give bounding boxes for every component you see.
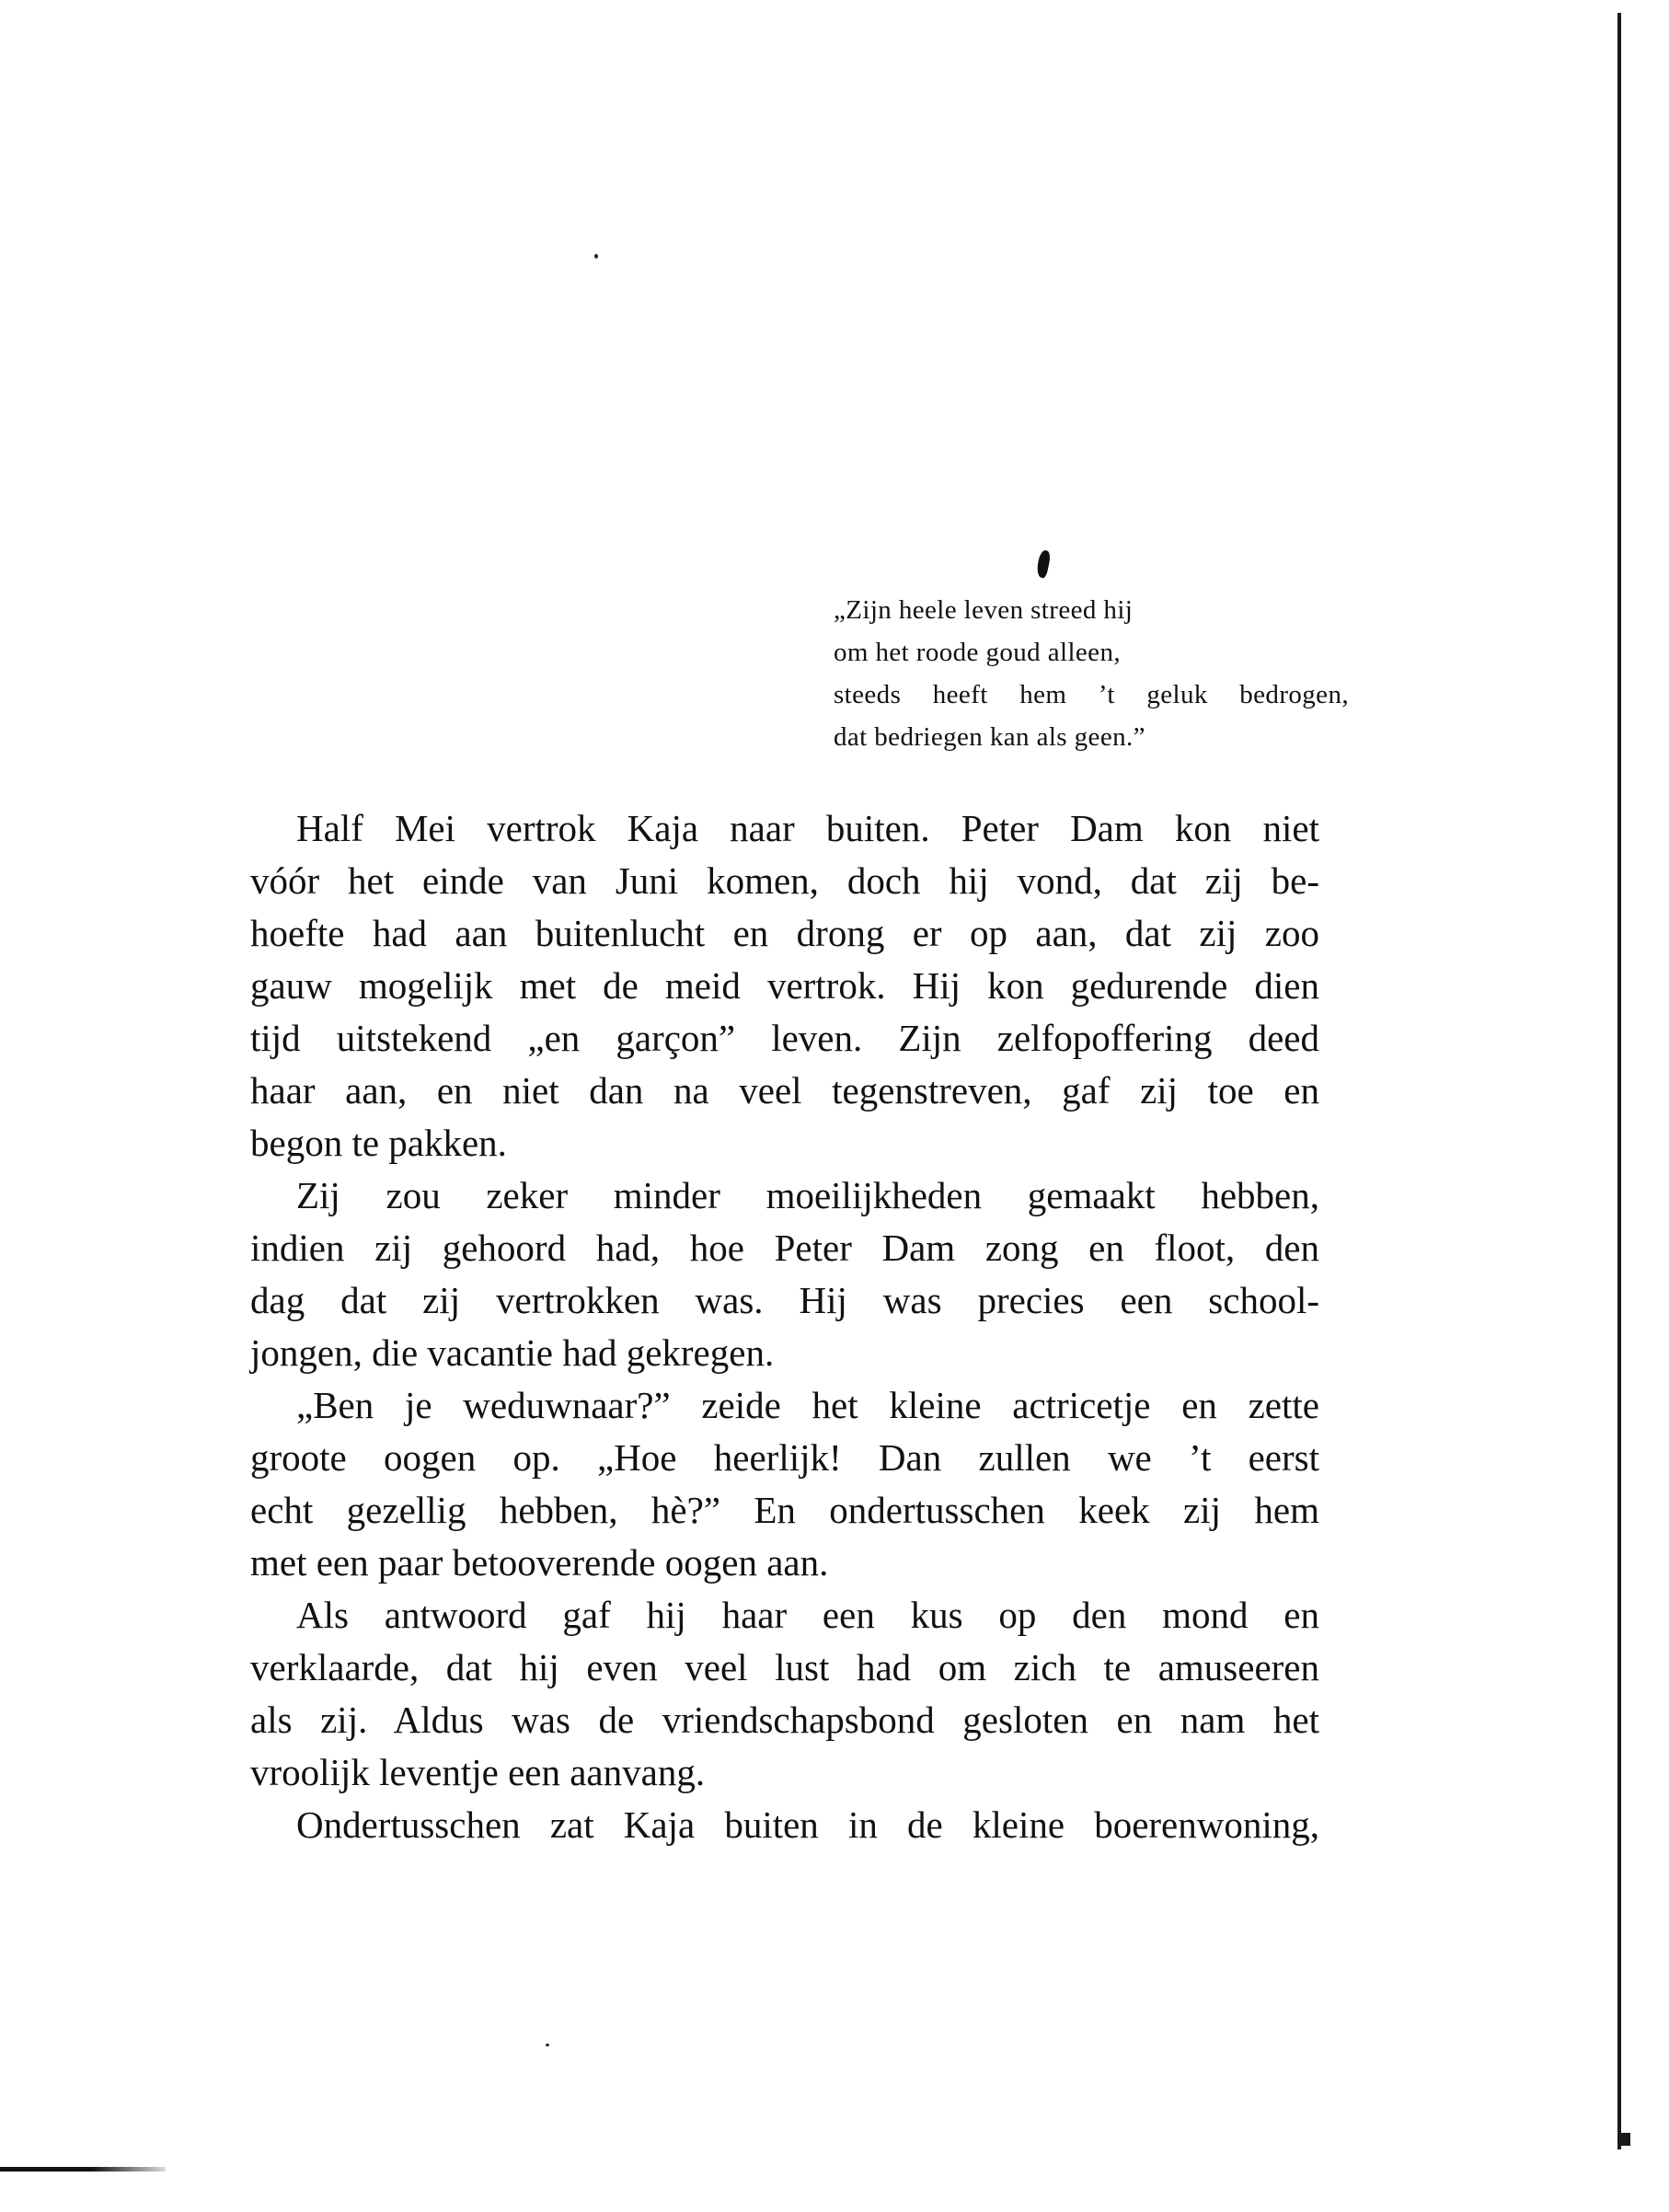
- text-line: met een paar betooverende oogen aan.: [250, 1541, 829, 1584]
- epigraph-line: „Zijn heele leven streed hij: [834, 595, 1134, 625]
- page-edge-line: [1617, 13, 1621, 2149]
- epigraph-line: om het roode goud alleen,: [834, 638, 1121, 667]
- text-line: Half Mei vertrok Kaja naar buiten. Peter Dam kon niet: [296, 807, 1319, 849]
- text-line: indien zij gehoord had, hoe Peter Dam zong en floot, den: [250, 1227, 1319, 1269]
- dust-speck: [594, 254, 598, 259]
- text-line: als zij. Aldus was de vriendschapsbond gesloten en nam het: [250, 1699, 1319, 1741]
- body-text: [250, 802, 1319, 1851]
- bottom-scan-rule: [0, 2167, 166, 2172]
- text-line: Als antwoord gaf hij haar een kus op den mond en: [296, 1594, 1319, 1636]
- epigraph-verse: [834, 589, 1349, 758]
- page-edge-foot: [1619, 2133, 1630, 2146]
- text-line: Zij zou zeker minder moeilijkheden gemaakt hebben,: [296, 1174, 1319, 1216]
- epigraph-line: dat bedriegen kan als geen.”: [834, 722, 1145, 752]
- ink-blot: [1035, 549, 1052, 579]
- text-line: Ondertusschen zat Kaja buiten in de kleine boerenwoning,: [296, 1803, 1319, 1846]
- text-line: begon te pakken.: [250, 1122, 507, 1164]
- text-line: haar aan, en niet dan na veel tegenstreven, gaf zij toe en: [250, 1069, 1319, 1112]
- epigraph-line: steeds heeft hem ’t geluk bedrogen,: [834, 680, 1349, 709]
- text-line: „Ben je weduwnaar?” zeide het kleine actricetje en zette: [296, 1384, 1319, 1426]
- text-line: hoefte had aan buitenlucht en drong er op aan, dat zij zoo: [250, 912, 1319, 954]
- text-line: groote oogen op. „Hoe heerlijk! Dan zullen we ’t eerst: [250, 1436, 1319, 1479]
- text-line: gauw mogelijk met de meid vertrok. Hij kon gedurende dien: [250, 964, 1319, 1007]
- text-line: jongen, die vacantie had gekregen.: [250, 1331, 775, 1374]
- text-line: verklaarde, dat hij even veel lust had om zich te amuseeren: [250, 1646, 1319, 1688]
- dust-speck: [546, 2044, 549, 2046]
- text-line: echt gezellig hebben, hè?” En ondertusschen keek zij hem: [250, 1489, 1319, 1531]
- text-line: tijd uitstekend „en garçon” leven. Zijn zelfopoffering deed: [250, 1017, 1319, 1059]
- text-line: dag dat zij vertrokken was. Hij was precies een school-: [250, 1279, 1319, 1321]
- text-line: vóór het einde van Juni komen, doch hij vond, dat zij be-: [250, 859, 1319, 902]
- text-line: vroolijk leventje een aanvang.: [250, 1751, 706, 1793]
